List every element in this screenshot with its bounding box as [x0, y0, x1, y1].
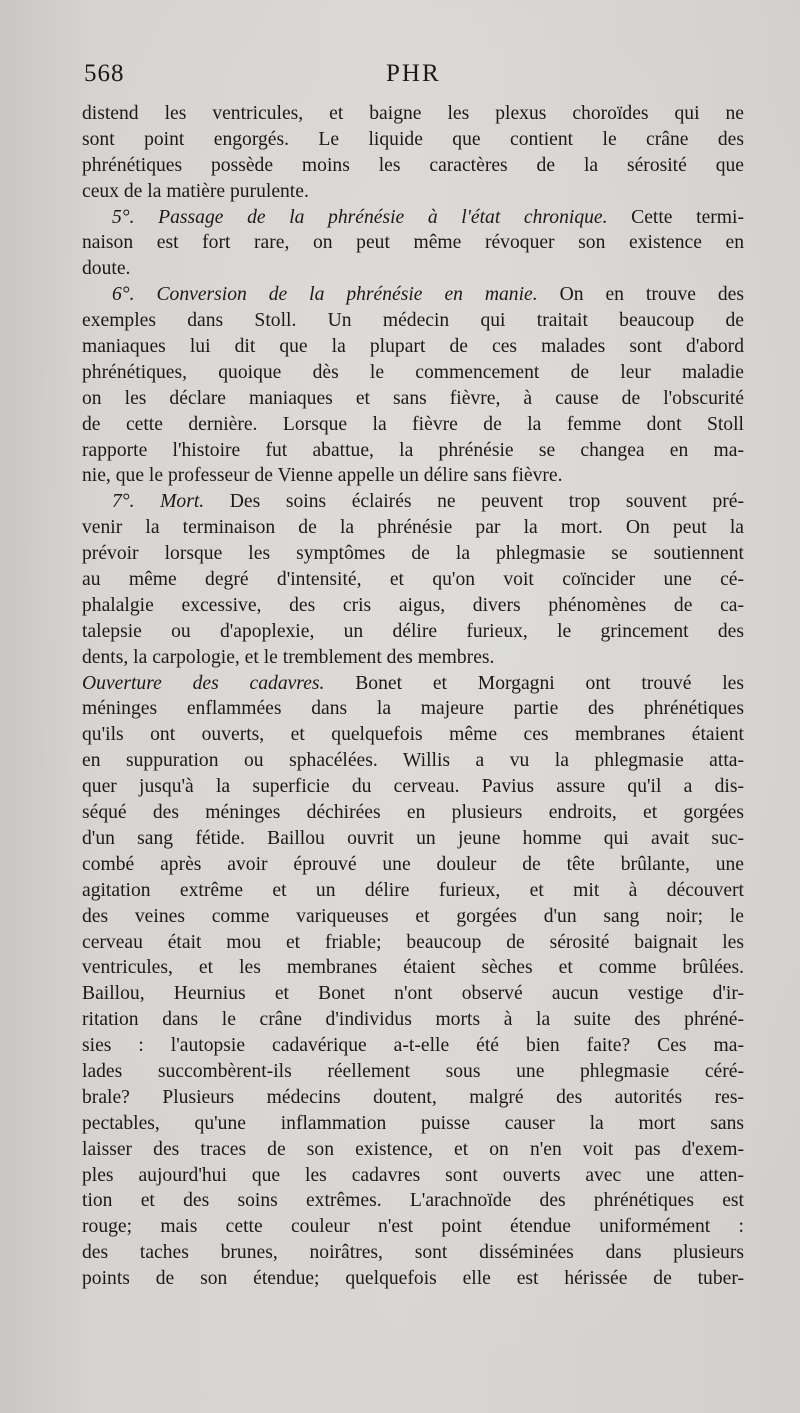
text-line: ceux de la matière purulente.	[82, 180, 309, 202]
text-fragment: Cette termi-	[607, 206, 744, 228]
text-line: dents, la carpologie, et le tremblement des membres.	[82, 646, 495, 668]
text-line: venir la terminaison de la phrénésie par la mort. On peut la	[82, 517, 744, 539]
page-header	[84, 60, 772, 96]
text-line	[82, 282, 744, 308]
text-fragment: Des soins éclairés ne peuvent trop souvent pré-	[204, 491, 744, 513]
text-line: méninges enflammées dans la majeure partie des phrénétiques	[82, 698, 744, 720]
section-heading: 5°. Passage de la phrénésie à l'état chronique.	[112, 206, 608, 228]
text-line: distend les ventricules, et baigne les plexus choroïdes qui ne	[82, 103, 744, 124]
text-line: d'un sang fétide. Baillou ouvrit un jeune homme qui avait suc-	[82, 827, 744, 849]
text-line: Baillou, Heurnius et Bonet n'ont observé aucun vestige d'ir-	[82, 983, 744, 1005]
text-line: agitation extrême et un délire furieux, et mit à découvert	[82, 879, 744, 901]
running-head: PHR	[386, 60, 441, 87]
text-fragment: Bonet et Morgagni ont trouvé les	[324, 672, 744, 694]
section-heading: 6°. Conversion de la phrénésie en manie.	[112, 284, 538, 306]
text-line: ples aujourd'hui que les cadavres sont ouverts avec une atten-	[82, 1164, 744, 1186]
text-line: séqué des méninges déchirées en plusieurs endroits, et gorgées	[82, 802, 744, 824]
text-line: de cette dernière. Lorsque la fièvre de la femme dont Stoll	[82, 413, 744, 435]
text-line: maniaques lui dit que la plupart de ces malades sont d'abord	[82, 336, 744, 358]
text-line: laisser des traces de son existence, et on n'en voit pas d'exem-	[82, 1138, 744, 1160]
text-line: points de son étendue; quelquefois elle est hérissée de tuber-	[82, 1268, 744, 1290]
text-line: naison est fort rare, on peut même révoquer son existence en	[82, 232, 744, 254]
text-line	[82, 671, 744, 697]
text-line: des taches brunes, noirâtres, sont disséminées dans plusieurs	[82, 1242, 744, 1264]
section-heading: Ouverture des cadavres.	[82, 672, 325, 694]
text-line: combé après avoir éprouvé une douleur de tête brûlante, une	[82, 853, 744, 875]
text-line: ritation dans le crâne d'individus morts à la suite des phréné-	[82, 1009, 744, 1031]
text-line: nie, que le professeur de Vienne appelle un délire sans fièvre.	[82, 465, 563, 487]
text-line	[82, 1292, 744, 1318]
text-line: pectables, qu'une inflammation puisse causer la mort sans	[82, 1112, 744, 1134]
text-line: phalalgie excessive, des cris aigus, divers phénomènes de ca-	[82, 594, 744, 616]
text-line: tion et des soins extrêmes. L'arachnoïde des phrénétiques est	[82, 1190, 744, 1212]
text-line: cerveau était mou et friable; beaucoup de sérosité baignait les	[82, 931, 744, 953]
text-line: sies : l'autopsie cadavérique a-t-elle été bien faite? Ces ma-	[82, 1035, 744, 1057]
body-text	[82, 101, 744, 1318]
text-line: rapporte l'histoire fut abattue, la phrénésie se changea en ma-	[82, 439, 744, 461]
text-line	[82, 489, 744, 515]
text-line: exemples dans Stoll. Un médecin qui traitait beaucoup de	[82, 310, 744, 332]
text-line: rouge; mais cette couleur n'est point étendue uniformément :	[82, 1216, 744, 1238]
text-line: on les déclare maniaques et sans fièvre, à cause de l'obscurité	[82, 387, 744, 409]
text-line: des veines comme variqueuses et gorgées d'un sang noir; le	[82, 905, 744, 927]
text-line: qu'ils ont ouverts, et quelquefois même ces membranes étaient	[82, 724, 744, 746]
section-heading: 7°. Mort.	[112, 491, 205, 513]
text-line: talepsie ou d'apoplexie, un délire furieux, le grincement des	[82, 620, 744, 642]
text-line: phrénétiques, quoique dès le commencement de leur maladie	[82, 361, 744, 383]
page-number: 568	[84, 60, 125, 87]
text-line: prévoir lorsque les symptômes de la phlegmasie se soutiennent	[82, 543, 744, 565]
text-line: au même degré d'intensité, et qu'on voit coïncider une cé-	[82, 569, 744, 591]
text-line: quer jusqu'à la superficie du cerveau. Pavius assure qu'il a dis-	[82, 776, 744, 798]
text-line: en suppuration ou sphacélées. Willis a vu la phlegmasie atta-	[82, 750, 744, 772]
text-line: ventricules, et les membranes étaient sèches et comme brûlées.	[82, 957, 744, 979]
text-line: doute.	[82, 258, 131, 280]
text-line: phrénétiques possède moins les caractères de la sérosité que	[82, 154, 744, 176]
text-line: lades succombèrent-ils réellement sous une phlegmasie céré-	[82, 1060, 744, 1082]
text-line	[82, 205, 744, 231]
text-line: brale? Plusieurs médecins doutent, malgré des autorités res-	[82, 1086, 744, 1108]
text-line: sont point engorgés. Le liquide que contient le crâne des	[82, 128, 744, 150]
text-fragment: On en trouve des	[537, 284, 744, 306]
